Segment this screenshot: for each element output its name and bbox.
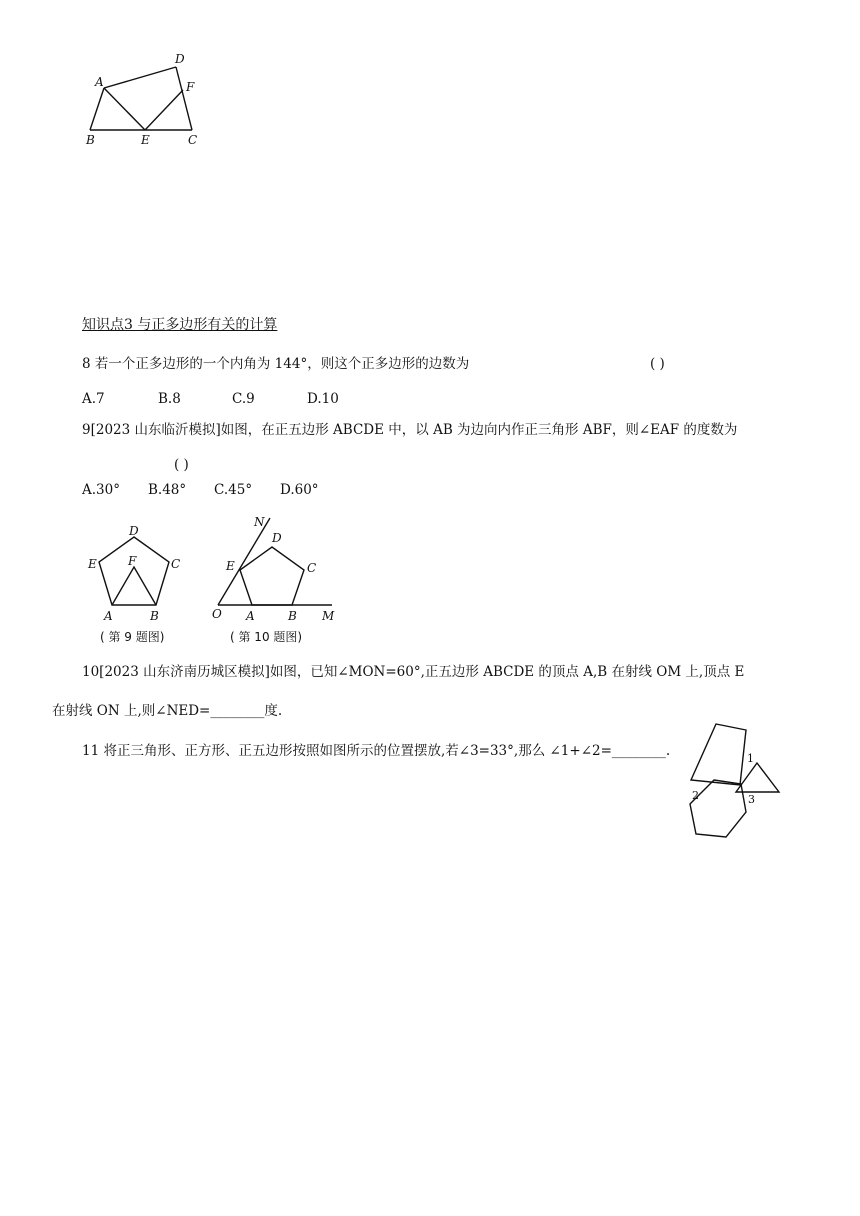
question-9-text: 9[2023 山东临沂模拟]如图，在正五边形 ABCDE 中，以 AB 为边向内作正三角形 ABF，则∠EAF 的度数为 (82, 422, 738, 438)
question-8-option-c: C.9 (232, 391, 255, 407)
fig10-label-o: O (212, 607, 222, 621)
label-e: E (141, 133, 150, 147)
fig11-label-2: 2 (692, 789, 699, 802)
question-9-option-a: A.30° (82, 482, 120, 498)
label-b: B (86, 133, 95, 147)
figure-10-caption: ( 第 10 题图) (230, 630, 303, 644)
fig9-label-a: A (104, 609, 113, 623)
question-10-line-2: 在射线 ON 上,则∠NED=________度. (52, 703, 283, 719)
fig11-label-1: 1 (747, 752, 754, 765)
fig10-label-d: D (272, 531, 282, 545)
figure-quadrilateral-abcd (80, 50, 210, 150)
question-8-option-b: B.8 (158, 391, 181, 407)
question-8-text: 8 若一个正多边形的一个内角为 144°，则这个正多边形的边数为 (82, 356, 470, 372)
label-f: F (186, 80, 195, 94)
question-9-option-b: B.48° (148, 482, 187, 498)
fig10-label-b: B (288, 609, 297, 623)
fig10-label-e: E (226, 559, 235, 573)
fig9-label-f: F (128, 554, 137, 568)
section-title: 知识点3 与正多边形有关的计算 (82, 317, 278, 333)
label-d: D (175, 52, 185, 66)
fig9-label-b: B (150, 609, 159, 623)
fig9-label-e: E (88, 557, 97, 571)
question-8-answer-paren: ( ) (650, 356, 665, 372)
fig10-label-m: M (322, 609, 335, 623)
figure-9-pentagon (84, 520, 194, 625)
question-9-option-d: D.60° (280, 482, 319, 498)
question-11-text: 11 将正三角形、正方形、正五边形按照如图所示的位置摆放,若∠3=33°,那么 ∠1+∠2=________. (82, 743, 671, 759)
fig10-label-n: N (254, 515, 265, 529)
figure-11-shapes (684, 720, 809, 845)
label-c: C (188, 133, 198, 147)
figure-10-angle-pentagon (206, 510, 346, 625)
question-8-option-a: A.7 (82, 391, 105, 407)
label-a: A (95, 75, 104, 89)
question-10-line-1: 10[2023 山东济南历城区模拟]如图，已知∠MON=60°,正五边形 ABCDE 的顶点 A,B 在射线 OM 上,顶点 E (82, 664, 745, 680)
fig10-label-c: C (307, 561, 317, 575)
question-9-option-c: C.45° (214, 482, 253, 498)
fig11-label-3: 3 (748, 793, 755, 806)
fig9-label-c: C (171, 557, 181, 571)
fig9-label-d: D (129, 524, 139, 538)
question-8-option-d: D.10 (307, 391, 339, 407)
question-9-answer-paren: ( ) (174, 457, 189, 473)
figure-9-caption: ( 第 9 题图) (100, 630, 165, 644)
fig10-label-a: A (246, 609, 255, 623)
